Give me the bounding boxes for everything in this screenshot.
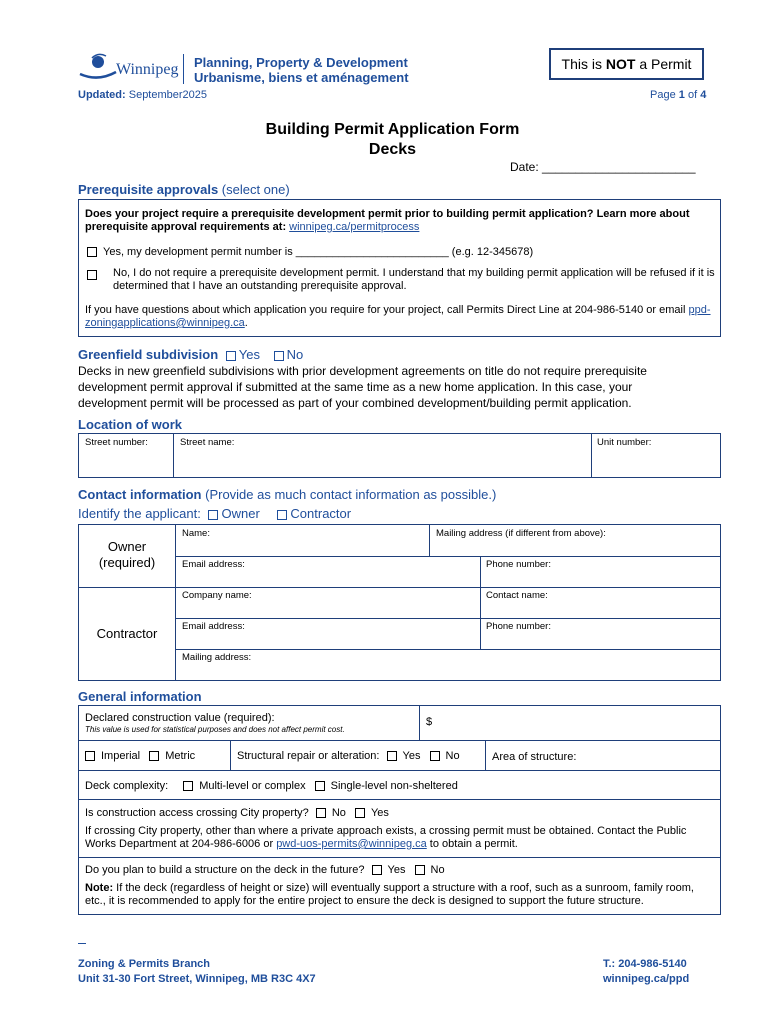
contact-heading-text: Contact information — [78, 487, 202, 502]
access-question-label: Is construction access crossing City property? — [85, 807, 309, 819]
prerequisite-help — [85, 304, 715, 330]
not-permit-post: a Permit — [635, 56, 692, 72]
updated-date — [78, 89, 207, 101]
owner-name-field[interactable]: Name: — [182, 528, 210, 539]
multi-level-option[interactable] — [171, 780, 305, 792]
general-row-divider-4 — [79, 857, 720, 858]
page-total: 4 — [700, 89, 707, 101]
page-pre: Page — [650, 89, 676, 101]
form-title-line1: Building Permit Application Form — [265, 121, 520, 138]
checkbox-imperial[interactable] — [85, 751, 95, 761]
checkbox-multi-level[interactable] — [183, 781, 193, 791]
prerequisite-question-text: Does your project require a prerequisite development permit prior to building permit application? Learn more about prerequisite approval requirements at: — [85, 208, 690, 233]
structural-no-label: No — [445, 750, 460, 762]
contact-heading — [78, 487, 496, 502]
prereq-no-label: No, I do not require a prerequisite development permit. I understand that my building permit application will be refused if it is determined that I have an outstanding prerequisite approval. — [113, 267, 715, 292]
checkbox-prereq-yes[interactable] — [87, 247, 97, 257]
single-level-option[interactable] — [309, 780, 458, 792]
access-yes-label: Yes — [370, 807, 389, 819]
owner-mailing-field[interactable]: Mailing address (if different from above): — [436, 528, 606, 539]
imperial-option[interactable] — [85, 750, 140, 762]
future-question-label: Do you plan to build a structure on the deck in the future? — [85, 864, 365, 876]
structural-repair — [237, 750, 460, 763]
winnipeg-logo-icon — [78, 52, 118, 80]
metric-label: Metric — [165, 750, 196, 762]
contractor-label: Contractor — [96, 626, 158, 641]
location-heading: Location of work — [78, 417, 182, 432]
access-text: If crossing City property, other than where a private approach exists, a crossing permit must be obtained. Contact the Public Works Department at 204-986-6006 or — [85, 825, 687, 850]
city-access-question — [85, 807, 389, 820]
pwd-email-link[interactable]: pwd-uos-permits@winnipeg.ca — [276, 838, 427, 850]
structural-divider — [485, 740, 486, 770]
complexity-label: Deck complexity: — [85, 780, 169, 792]
checkbox-greenfield-no[interactable] — [274, 351, 284, 361]
general-row-divider-3 — [79, 799, 720, 800]
contractor-row-divider-1 — [175, 618, 720, 619]
prerequisite-heading — [78, 182, 290, 197]
department-name — [194, 55, 409, 85]
identify-applicant — [78, 506, 351, 521]
structural-yes-label: Yes — [402, 750, 421, 762]
general-heading: General information — [78, 689, 202, 704]
footer-web-link[interactable]: winnipeg.ca/ppd — [603, 973, 690, 985]
general-row-divider-2 — [79, 770, 720, 771]
checkbox-metric[interactable] — [149, 751, 159, 761]
owner-required-text: (required) — [98, 555, 156, 570]
metric-option[interactable] — [143, 750, 195, 762]
greenfield-no-option[interactable] — [264, 347, 304, 362]
greenfield-text: Decks in new greenfield subdivisions with prior development agreements on title do not require prerequisite development permit approval if submitted at the same time as a new home application. In this case, your development permit will be processed as part of your combined development/building permit application. — [78, 364, 647, 410]
units-divider — [230, 740, 231, 770]
imperial-label: Imperial — [101, 750, 141, 762]
owner-label-text: Owner — [107, 539, 147, 554]
footer-dash — [78, 943, 86, 944]
future-no-option[interactable] — [409, 864, 445, 876]
future-structure-question — [85, 864, 445, 877]
single-level-label: Single-level non-sheltered — [330, 780, 458, 792]
owner-email-field[interactable]: Email address: — [182, 559, 245, 570]
declared-value-field[interactable]: $ — [426, 716, 433, 728]
street-number-field[interactable]: Street number: — [85, 437, 148, 448]
checkbox-access-no[interactable] — [316, 808, 326, 818]
updated-label: Updated: — [78, 89, 126, 101]
checkbox-structural-no[interactable] — [430, 751, 440, 761]
prerequisite-option-no[interactable] — [87, 267, 715, 293]
not-permit-bold: NOT — [605, 56, 636, 72]
footer-address: Unit 31-30 Fort Street, Winnipeg, MB R3C 4X7 — [78, 973, 316, 985]
checkbox-greenfield-yes[interactable] — [226, 351, 236, 361]
applicant-contractor-option[interactable] — [263, 506, 351, 521]
general-table — [78, 705, 721, 915]
contact-table — [78, 524, 721, 681]
location-box — [78, 433, 721, 478]
contractor-email-field[interactable]: Email address: — [182, 621, 245, 632]
contractor-contact-field[interactable]: Contact name: — [486, 590, 548, 601]
declared-divider — [419, 706, 420, 740]
prerequisite-heading-text: Prerequisite approvals — [78, 182, 219, 197]
location-divider-2 — [591, 434, 592, 477]
declared-text: Declared construction value (required): — [85, 712, 275, 724]
future-yes-option[interactable] — [368, 864, 406, 876]
greenfield-heading-text: Greenfield subdivision — [78, 347, 219, 362]
applicant-owner-label: Owner — [221, 506, 260, 521]
page-of: of — [687, 89, 698, 101]
greenfield-yes-label: Yes — [238, 347, 260, 362]
deck-complexity — [85, 780, 458, 793]
owner-contractor-divider — [79, 587, 720, 588]
applicant-owner-option[interactable] — [204, 506, 259, 521]
greenfield-no-label: No — [286, 347, 304, 362]
access-yes-option[interactable] — [349, 807, 389, 819]
contact-heading-sub: (Provide as much contact information as possible.) — [201, 487, 497, 502]
footer-right — [603, 957, 689, 987]
access-no-label: No — [331, 807, 346, 819]
checkbox-access-yes[interactable] — [355, 808, 365, 818]
applicant-contractor-label: Contractor — [290, 506, 352, 521]
form-title — [200, 120, 585, 160]
greenfield-yes-option[interactable] — [222, 347, 260, 362]
city-access-text — [85, 825, 715, 851]
street-name-field[interactable]: Street name: — [180, 437, 235, 448]
owner-row-divider — [175, 556, 720, 557]
checkbox-applicant-contractor[interactable] — [277, 510, 287, 520]
permit-process-link[interactable]: winnipeg.ca/permitprocess — [289, 221, 420, 233]
access-no-option[interactable] — [312, 807, 346, 819]
owner-name-divider — [429, 525, 430, 556]
owner-email-divider — [480, 556, 481, 587]
general-row-divider-1 — [79, 740, 720, 741]
prerequisite-question — [85, 208, 713, 234]
contractor-row-divider-2 — [175, 649, 720, 650]
contact-label-divider — [175, 525, 176, 680]
units-options — [85, 750, 195, 763]
checkbox-prereq-no[interactable] — [87, 270, 97, 280]
department-name-fr: Urbanisme, biens et aménagement — [194, 70, 409, 85]
checkbox-structural-yes[interactable] — [387, 751, 397, 761]
prerequisite-box — [78, 199, 721, 337]
identify-label: Identify the applicant: — [78, 506, 201, 521]
prereq-help-text: If you have questions about which application you require for your project, call Permits Direct Line at 204-986-5140 or email — [85, 304, 689, 316]
declared-value-label — [85, 712, 345, 734]
department-name-en: Planning, Property & Development — [194, 55, 408, 70]
footer-left — [78, 957, 316, 987]
prerequisite-heading-sub: (select one) — [218, 182, 290, 197]
not-permit-pre: This is — [561, 56, 606, 72]
page-num: 1 — [678, 89, 685, 101]
owner-label — [79, 539, 175, 571]
footer-branch: Zoning & Permits Branch — [78, 958, 211, 970]
logo-divider — [183, 54, 184, 84]
owner-phone-field[interactable]: Phone number: — [486, 559, 551, 570]
contractor-col-divider — [480, 587, 481, 649]
checkbox-applicant-owner[interactable] — [208, 510, 218, 520]
note-label: Note: — [85, 882, 114, 894]
location-divider-1 — [173, 434, 174, 477]
access-text-end: to obtain a permit. — [426, 838, 518, 850]
form-title-line2: Decks — [368, 141, 417, 158]
structural-no-option[interactable] — [424, 750, 460, 762]
prereq-help-end: . — [244, 317, 248, 329]
unit-number-field[interactable]: Unit number: — [597, 437, 652, 448]
prereq-yes-label: Yes, my development permit number is _________________________ (e.g. 12-345678) — [103, 246, 534, 258]
updated-value: September2025 — [128, 89, 208, 101]
declared-note: This value is used for statistical purposes and does not affect permit cost. — [85, 725, 345, 734]
future-yes-label: Yes — [387, 864, 406, 876]
page-indicator — [650, 89, 706, 101]
contractor-mailing-field[interactable]: Mailing address: — [182, 652, 252, 663]
multi-level-label: Multi-level or complex — [199, 780, 306, 792]
contractor-company-field[interactable]: Company name: — [182, 590, 252, 601]
future-structure-note — [85, 882, 717, 908]
logo-wordmark: Winnipeg — [116, 61, 179, 78]
date-field[interactable]: Date: _______________________ — [510, 160, 696, 174]
checkbox-single-level[interactable] — [315, 781, 325, 791]
contractor-phone-field[interactable]: Phone number: — [486, 621, 551, 632]
not-a-permit-notice — [549, 48, 704, 80]
structural-label: Structural repair or alteration: — [237, 750, 380, 762]
checkbox-future-yes[interactable] — [372, 865, 382, 875]
prerequisite-option-yes[interactable] — [87, 246, 712, 259]
note-text: If the deck (regardless of height or size) will eventually support a structure with a roof, such as a sunroom, family room, etc., it is recommended to apply for the entire project to ensure the deck is designed to support the future structure. — [85, 882, 694, 907]
structural-yes-option[interactable] — [383, 750, 421, 762]
greenfield-heading — [78, 347, 303, 362]
future-no-label: No — [430, 864, 445, 876]
zoning-email-link[interactable]: ppd-zoningapplications@winnipeg.ca — [85, 304, 711, 329]
checkbox-future-no[interactable] — [415, 865, 425, 875]
footer-phone: T.: 204-986-5140 — [603, 958, 687, 970]
area-of-structure-field[interactable]: Area of structure: — [492, 751, 577, 763]
